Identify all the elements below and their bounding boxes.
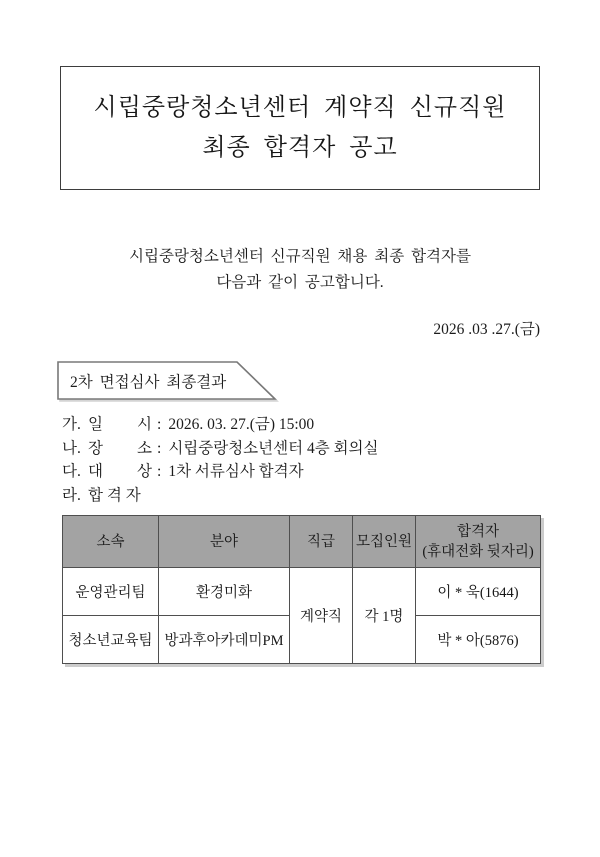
- item-label: 일 시: [88, 416, 152, 433]
- list-item-datetime: [62, 413, 378, 437]
- page-title-line2: 최종 합격자 공고: [202, 135, 398, 161]
- section-banner: [57, 361, 279, 402]
- item-label: 장 소: [88, 439, 152, 457]
- detail-list: [62, 413, 378, 507]
- cell-dept: 운영관리팀: [63, 568, 159, 616]
- intro-paragraph: [0, 244, 600, 296]
- page-title-line1: 시립중랑청소년센터 계약직 신규직원: [93, 95, 507, 121]
- cell-field: 환경미화: [159, 568, 290, 616]
- header-winner-line2: (휴대전화 뒷자리): [422, 543, 534, 560]
- item-separator: :: [157, 463, 162, 480]
- cell-winner: 이 * 욱(1644): [416, 568, 541, 616]
- section-banner-label: 2차 면접심사 최종결과: [70, 373, 227, 391]
- intro-line2: 다음과 같이 공고합니다.: [216, 274, 384, 291]
- results-table-wrap: [62, 515, 541, 664]
- title-box: [60, 66, 540, 190]
- item-marker: 가.: [62, 416, 81, 433]
- cell-quota-merged: 각 1명: [353, 568, 416, 664]
- header-dept: 소속: [63, 516, 159, 568]
- header-winner-line1: 합격자: [456, 523, 500, 540]
- item-marker: 다.: [62, 463, 81, 480]
- item-label: 대 상: [88, 463, 152, 480]
- cell-dept: 청소년교육팀: [63, 616, 159, 664]
- item-value: 2026. 03. 27.(금) 15:00: [168, 416, 315, 433]
- cell-field: 방과후아카데미PM: [159, 616, 290, 664]
- header-quota: 모집인원: [353, 516, 416, 568]
- table-row: [63, 568, 541, 616]
- intro-line1: 시립중랑청소년센터 신규직원 채용 최종 합격자를: [129, 248, 471, 265]
- header-field: 분야: [159, 516, 290, 568]
- results-table: [62, 515, 541, 664]
- header-rank: 직급: [290, 516, 353, 568]
- header-winner: [416, 516, 541, 568]
- item-marker: 나.: [62, 439, 81, 457]
- item-marker: 라.: [62, 486, 81, 504]
- cell-rank-merged: 계약직: [290, 568, 353, 664]
- announcement-date: 2026 .03 .27.(금): [433, 321, 540, 338]
- list-item-place: [62, 437, 378, 461]
- cell-winner: 박 * 아(5876): [416, 616, 541, 664]
- item-label: 합 격 자: [88, 486, 141, 504]
- item-value: 시립중랑청소년센터 4층 회의실: [168, 439, 379, 457]
- item-value: 1차 서류심사 합격자: [168, 463, 304, 480]
- list-item-winners: [62, 484, 378, 508]
- item-separator: :: [157, 416, 162, 433]
- table-header-row: [63, 516, 541, 568]
- item-separator: :: [157, 439, 162, 457]
- list-item-target: [62, 460, 378, 484]
